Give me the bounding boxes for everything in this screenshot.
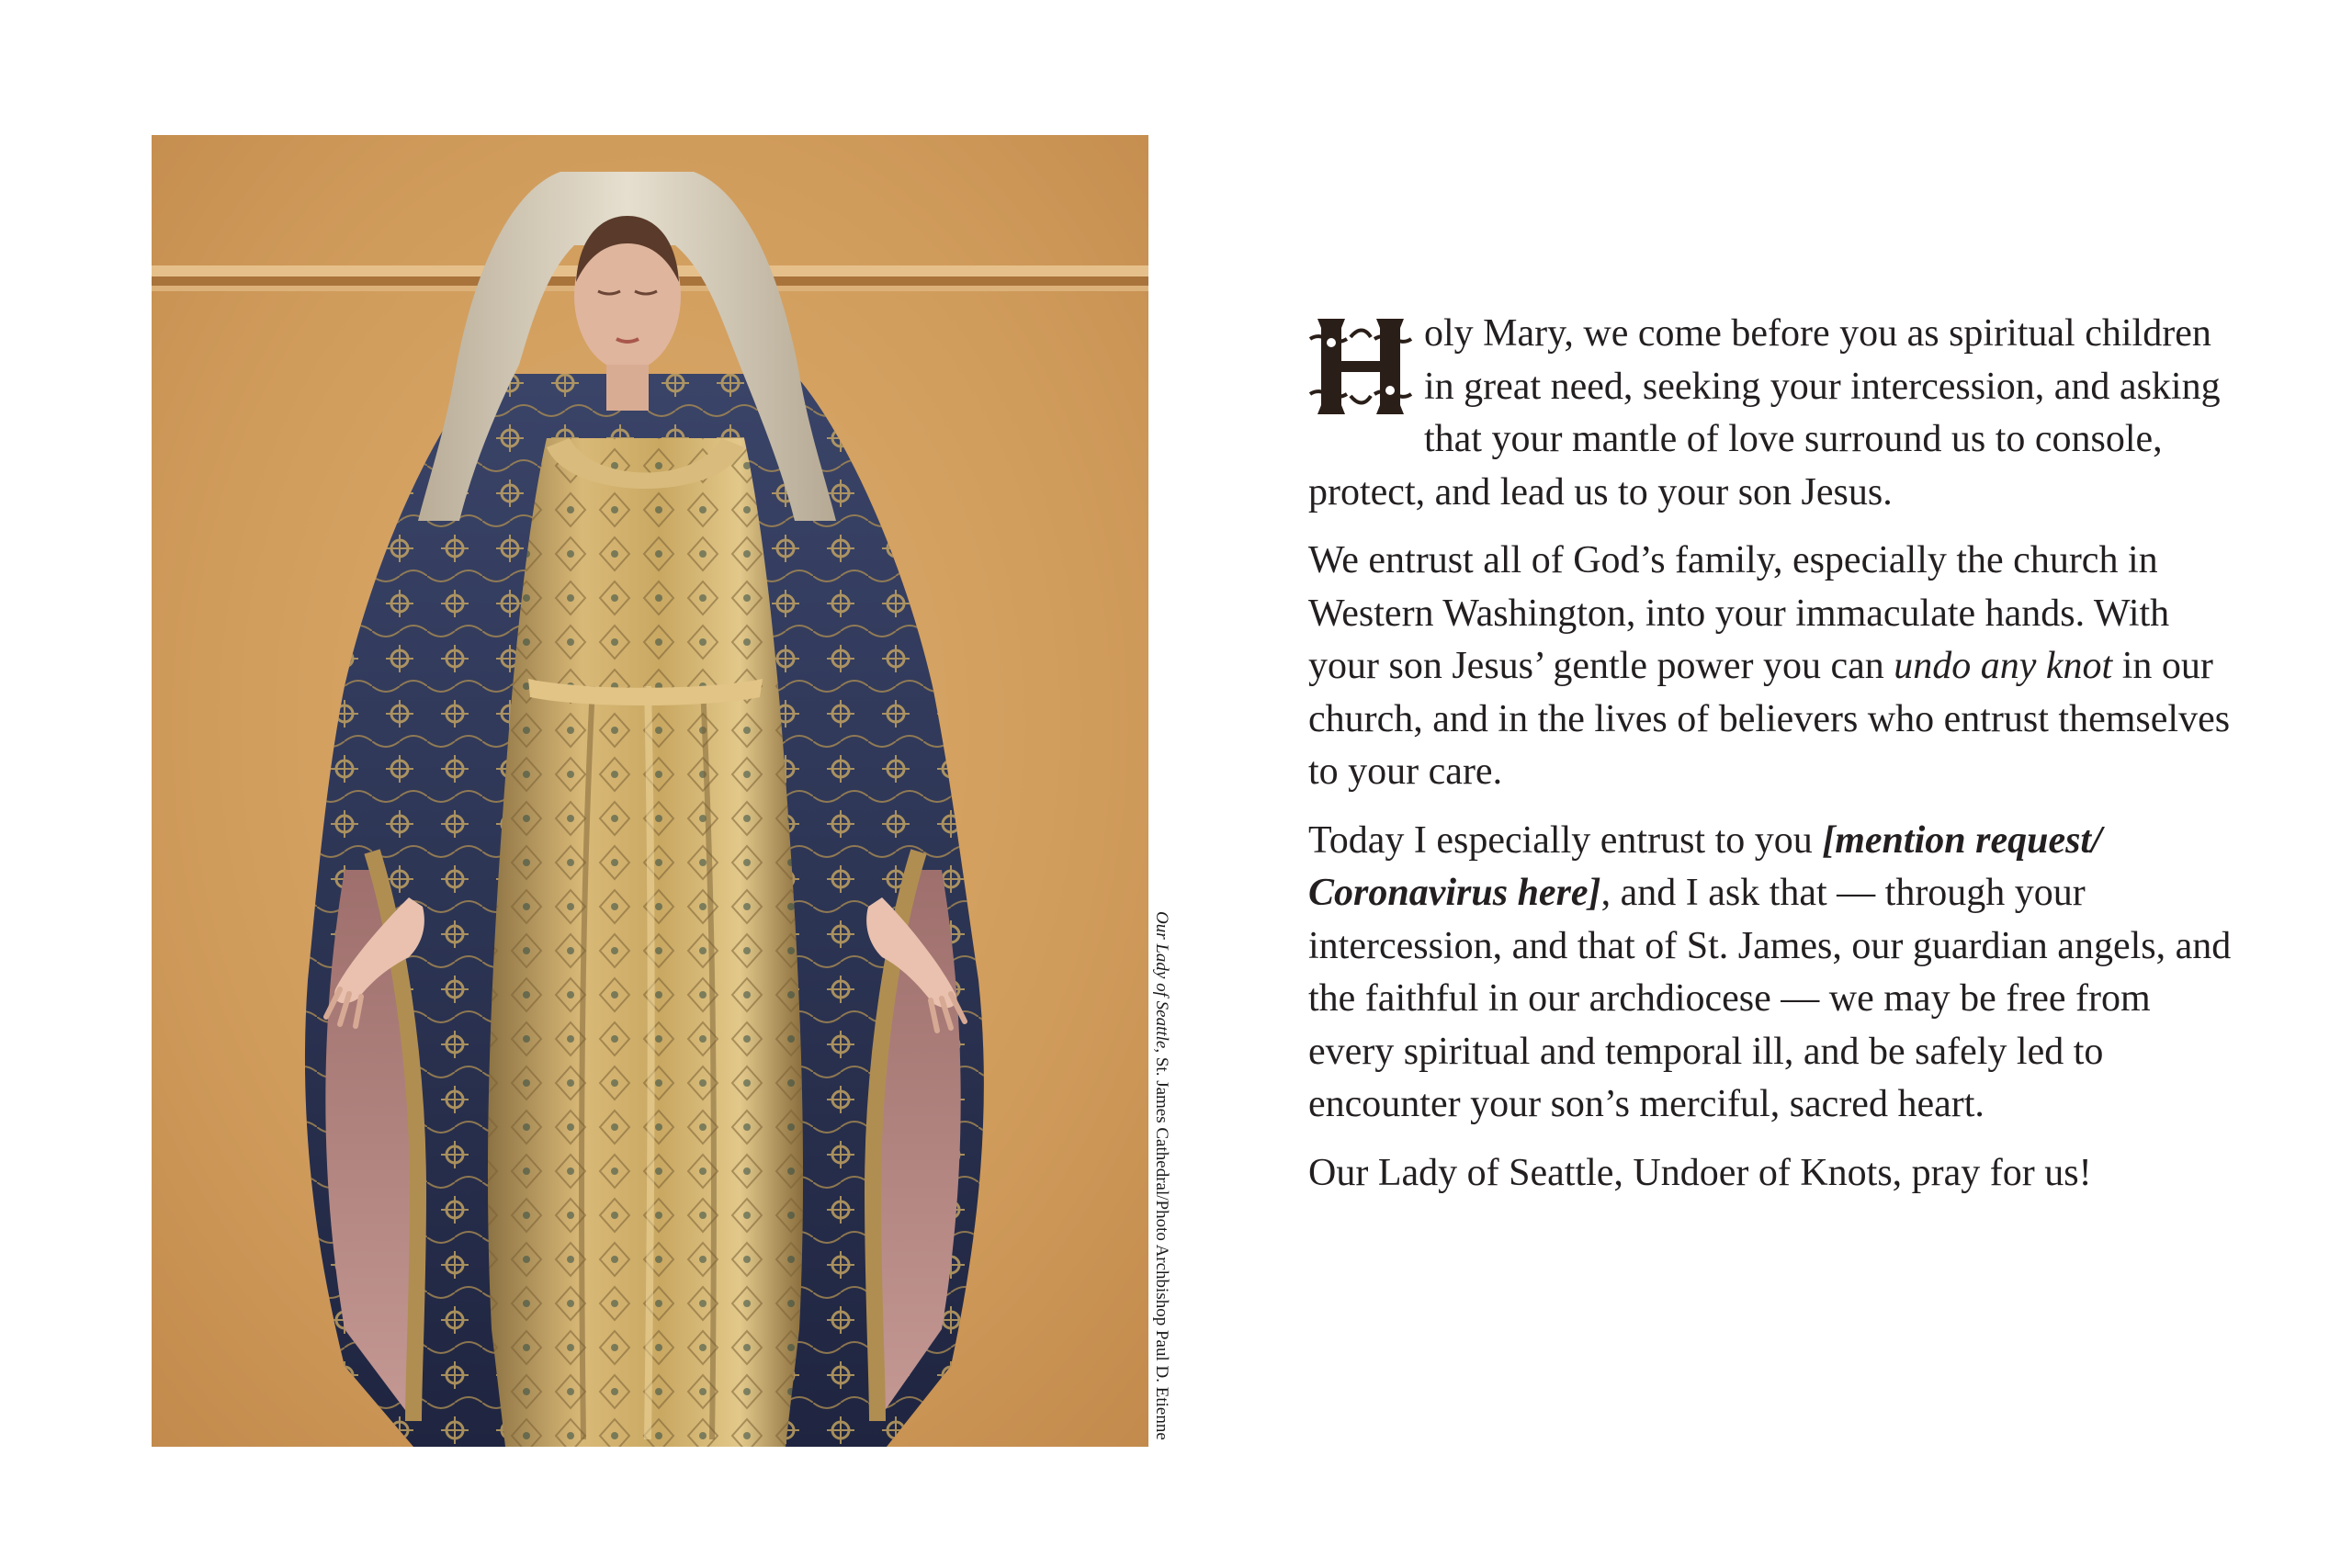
paragraph-2-text-b: in our church, and in the lives of believers who entrust themselves to your care. xyxy=(1308,645,2231,793)
prayer-paragraph-2 xyxy=(1308,535,2236,799)
paragraph-3-text-a: Today I especially entrust to you xyxy=(1308,818,1823,862)
paragraph-1-text: oly Mary, we come before you as spiritual children in great need, seeking your intercession, and asking that your mantle of love surround us to console, protect, and lead us to your son Jesus. xyxy=(1308,312,2221,513)
photo-credit-caption xyxy=(1149,911,1173,1447)
paragraph-3-text-b: , and I ask that — through your intercession, and that of St. James, our guardian angels, and the faithful in our archdiocese — we may be free from every spiritual and temporal ill, and be safely led to encounter your son’s merciful, sacred heart. xyxy=(1308,872,2232,1125)
prayer-closing-line: Our Lady of Seattle, Undoer of Knots, pray for us! xyxy=(1308,1151,2092,1194)
statue-photo xyxy=(152,135,1148,1447)
mention-request-placeholder: [mention request/ Coronavirus here] xyxy=(1308,818,2102,914)
prayer-paragraph-3 xyxy=(1308,815,2236,1132)
caption-credit-part: St. James Cathedral/Photo Archbishop Paul D. Etienne xyxy=(1152,1053,1171,1440)
paragraph-2-text-a: We entrust all of God’s family, especially the church in Western Washington, into your immaculate hands. With your son Jesus’ gentle power you can xyxy=(1308,539,2170,687)
undo-any-knot-phrase: undo any knot xyxy=(1894,645,2113,687)
caption-italic-part: Our Lady of Seattle, xyxy=(1152,911,1171,1054)
prayer-text xyxy=(1308,308,2236,1215)
decorative-dropcap-h-icon xyxy=(1305,311,1417,422)
prayer-paragraph-1 xyxy=(1308,308,2236,519)
